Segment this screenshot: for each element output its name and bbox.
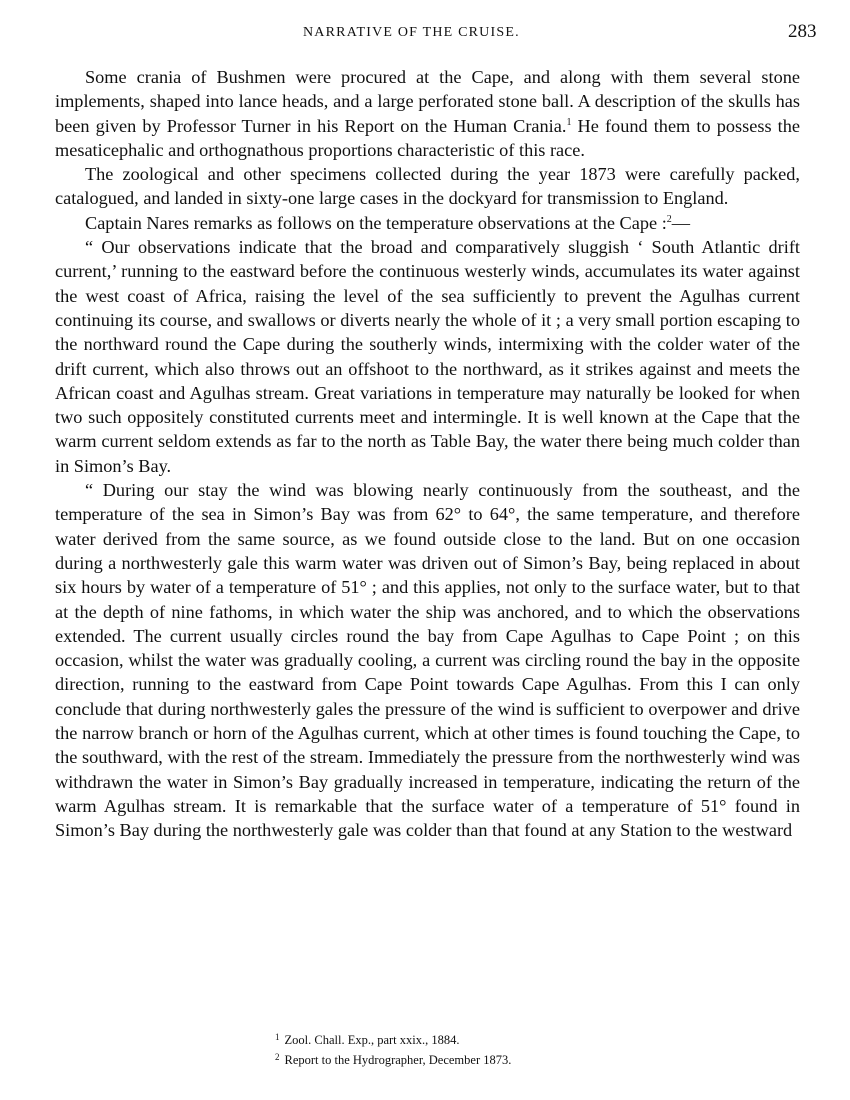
paragraph-text: He found them to possess the mesaticephalic and orthognathous proportions characteristic of this race. bbox=[55, 115, 800, 160]
footnote-text: Zool. Chall. Exp., part xxix., 1884. bbox=[284, 1033, 460, 1047]
footnote-reference-2: 2 bbox=[666, 213, 672, 225]
footnote-mark: 1 bbox=[275, 1032, 280, 1042]
paragraph-text: “ During our stay the wind was blowing nearly continuously from the southeast, and the temperature of the sea in Simon’s Bay was from 62° to 64°, the same temperature, and therefore water derived from the same source, as we found outside close to the land. But on one occasion during a northwesterly gale this warm water was driven out of Simon’s Bay, being replaced in about six hours by water of a temperature of 51° ; and this applies, not only to the surface water, but to that at the depth of nine fathoms, in which water the ship was anchored, and to which the observations extended. The current usually circles round the bay from Cape Agulhas to Cape Point ; on this occasion, whilst the water was gradually cooling, a current was circling round the bay in the opposite direction, running to the eastward from Cape Point towards Cape Agulhas. From this I can only conclude that during northwesterly gales the pressure of the wind is sufficient to overpower and drive the narrow branch or horn of the Agulhas current, which at other times is found touching the Cape, to the southward, with the rest of the stream. Immediately the pressure from the northwesterly wind was withdrawn the water in Simon’s Bay gradually increased in temperature, indicating the return of the warm Agulhas stream. It is remarkable that the surface water of a temperature of 51° found in Simon’s Bay during the northwesterly gale was colder than that found at any Station to the westward bbox=[55, 480, 800, 841]
paragraph-quote-simons-bay bbox=[55, 478, 800, 842]
paragraph-quote-observations bbox=[55, 235, 800, 478]
paragraph-text: “ Our observations indicate that the broad and comparatively sluggish ‘ South Atlantic drift current,’ running to the eastward before the continuous westerly winds, accumulates its water against the west coast of Africa, raising the level of the sea sufficiently to prevent the Agulhas current continuing its course, and swallows or diverts nearly the whole of it ; a very small portion escaping to the northward round the Cape during the southerly winds, intermixing with the colder water of the drift current, which also throws out an offshoot to the northward, as it strikes against and meets the African coast and Agulhas stream. Great variations in temperature may naturally be looked for when two such oppositely constituted currents meet and intermingle. It is well known at the Cape that the warm current seldom extends as far to the north as Table Bay, the water there being much colder than in Simon’s Bay. bbox=[55, 237, 800, 476]
footnotes bbox=[275, 1029, 695, 1069]
paragraph-nares-intro bbox=[55, 211, 800, 235]
footnote-mark: 2 bbox=[275, 1052, 280, 1062]
footnote-2 bbox=[275, 1049, 695, 1069]
paragraph-specimens bbox=[55, 162, 800, 211]
footnote-1 bbox=[275, 1029, 695, 1049]
paragraph-bushmen-crania bbox=[55, 65, 800, 162]
page-number: 283 bbox=[788, 21, 817, 42]
paragraph-text: Captain Nares remarks as follows on the temperature observations at the Cape : bbox=[85, 212, 667, 233]
paragraph-text: — bbox=[671, 212, 691, 233]
running-head bbox=[0, 21, 850, 45]
body-text bbox=[55, 65, 800, 843]
footnote-text: Report to the Hydrographer, December 1873. bbox=[284, 1053, 512, 1067]
paragraph-text: The zoological and other specimens collected during the year 1873 were carefully packed, catalogued, and landed in sixty-one large cases in the dockyard for transmission to England. bbox=[55, 164, 800, 209]
paragraph-text: Some crania of Bushmen were procured at the Cape, and along with them several stone implements, shaped into lance heads, and a large perforated stone ball. A description of the skulls has been given by Professor Turner in his Report on the Human Crania. bbox=[55, 67, 800, 136]
running-title: NARRATIVE OF THE CRUISE. bbox=[303, 25, 520, 40]
footnote-reference-1: 1 bbox=[566, 116, 572, 128]
